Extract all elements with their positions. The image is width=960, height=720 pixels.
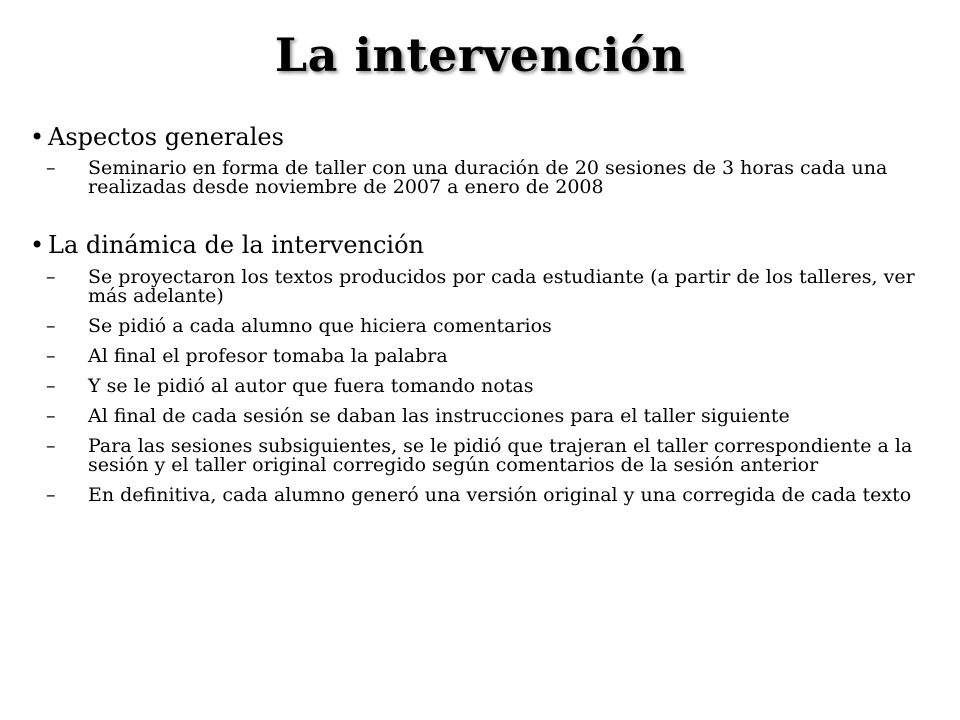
dash-icon: – (46, 157, 56, 179)
sub-bullet-text: Y se le pidió al autor que fuera tomando notas (88, 375, 534, 397)
sub-bullet-text: Al final el profesor tomaba la palabra (88, 345, 448, 367)
sub-bullet (30, 347, 930, 366)
sub-bullet-text: Se proyectaron los textos producidos por cada estudiante (a partir de los talleres, ver más adelante) (88, 266, 915, 307)
bullet-heading (30, 230, 930, 260)
dash-icon: – (46, 345, 56, 367)
bullet-icon: • (30, 231, 45, 259)
slide-title: La intervención (274, 28, 686, 82)
sub-bullet (30, 407, 930, 426)
sub-bullet (30, 268, 930, 306)
sub-bullet (30, 317, 930, 336)
dash-icon: – (46, 405, 56, 427)
bullet-icon: • (30, 123, 45, 151)
heading-text: La dinámica de la intervención (48, 231, 424, 259)
section-aspectos-generales (30, 122, 930, 197)
heading-text: Aspectos generales (48, 123, 284, 151)
sub-bullet (30, 437, 930, 475)
dash-icon: – (46, 484, 56, 506)
dash-icon: – (46, 375, 56, 397)
sub-bullet-text: Se pidió a cada alumno que hiciera comentarios (88, 315, 552, 337)
sub-bullet-text: Para las sesiones subsiguientes, se le pidió que trajeran el taller correspondiente a la sesión y el taller original corregido según comentarios de la sesión anterior (88, 435, 913, 476)
section-dinamica (30, 230, 930, 505)
sub-bullet-text: Al final de cada sesión se daban las instrucciones para el taller siguiente (88, 405, 790, 427)
dash-icon: – (46, 435, 56, 457)
sub-bullet (30, 377, 930, 396)
sub-bullet-text: Seminario en forma de taller con una duración de 20 sesiones de 3 horas cada una realizadas desde noviembre de 2007 a enero de 2008 (88, 157, 888, 198)
sub-bullet-text: En definitiva, cada alumno generó una versión original y una corregida de cada texto (88, 484, 912, 506)
sub-bullet (30, 159, 930, 197)
dash-icon: – (46, 266, 56, 288)
slide-content (30, 122, 930, 505)
dash-icon: – (46, 315, 56, 337)
sub-bullet (30, 486, 930, 505)
bullet-heading (30, 122, 930, 152)
